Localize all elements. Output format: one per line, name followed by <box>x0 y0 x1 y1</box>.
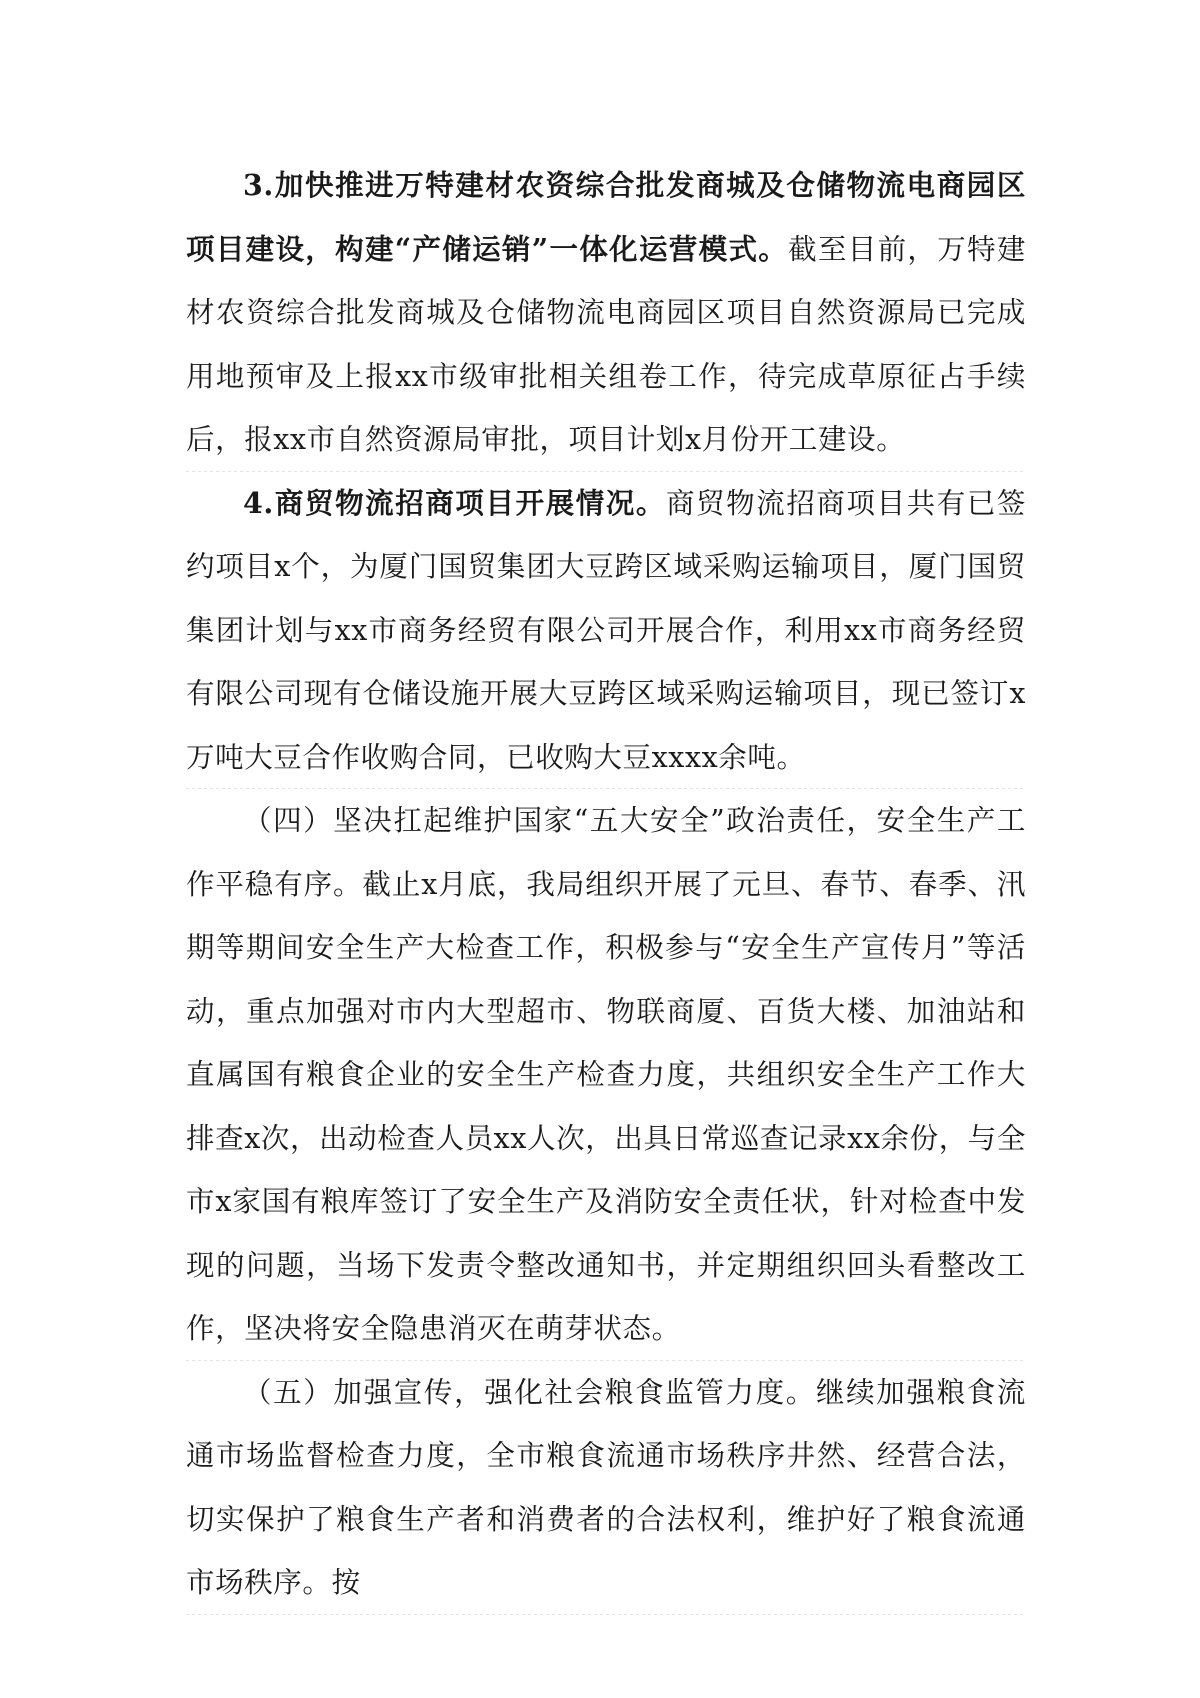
paragraph-4-heading: 4.商贸物流招商项目开展情况。 <box>243 485 666 520</box>
paragraph-section-4-safety <box>186 789 1026 1361</box>
paragraph-3-heading: 3.加快推进万特建材农资综合批发商城及仓储物流电商园区项目建设，构建“产储运销”一体化运营模式。 <box>186 168 1026 266</box>
paragraph-4-body: 商贸物流招商项目共有已签约项目x个，为厦门国贸集团大豆跨区域采购运输项目，厦门国贸集团计划与xx市商务经贸有限公司开展合作，利用xx市商务经贸有限公司现有仓储设施开展大豆跨区域采购运输项目，现已签订x万吨大豆合作收购合同，已收购大豆xxxx余吨。 <box>186 486 1026 774</box>
paragraph-3-body: 截至目前，万特建材农资综合批发商城及仓储物流电商园区项目自然资源局已完成用地预审及上报xx市级审批相关组卷工作，待完成草原征占手续后，报xx市自然资源局审批，项目计划x月份开工建设。 <box>186 232 1026 456</box>
paragraph-3-construction-project <box>186 154 1026 472</box>
paragraph-4-investment-projects <box>186 472 1026 790</box>
document-body <box>186 154 1026 1615</box>
paragraph-section-4-body: （四）坚决扛起维护国家“五大安全”政治责任，安全生产工作平稳有序。截止x月底，我局组织开展了元旦、春节、春季、汛期等期间安全生产大检查工作，积极参与“安全生产宣传月”等活动，重点加强对市内大型超市、物联商厦、百货大楼、加油站和直属国有粮食企业的安全生产检查力度，共组织安全生产工作大排查x次，出动检查人员xx人次，出具日常巡查记录xx余份，与全市x家国有粮库签订了安全生产及消防安全责任状，针对检查中发现的问题，当场下发责令整改通知书，并定期组织回头看整改工作，坚决将安全隐患消灭在萌芽状态。 <box>186 804 1026 1345</box>
paragraph-section-5-body: （五）加强宣传，强化社会粮食监管力度。继续加强粮食流通市场监督检查力度，全市粮食流通市场秩序井然、经营合法，切实保护了粮食生产者和消费者的合法权利，维护好了粮食流通市场秩序。按 <box>186 1375 1026 1599</box>
paragraph-section-5-supervision <box>186 1361 1026 1615</box>
